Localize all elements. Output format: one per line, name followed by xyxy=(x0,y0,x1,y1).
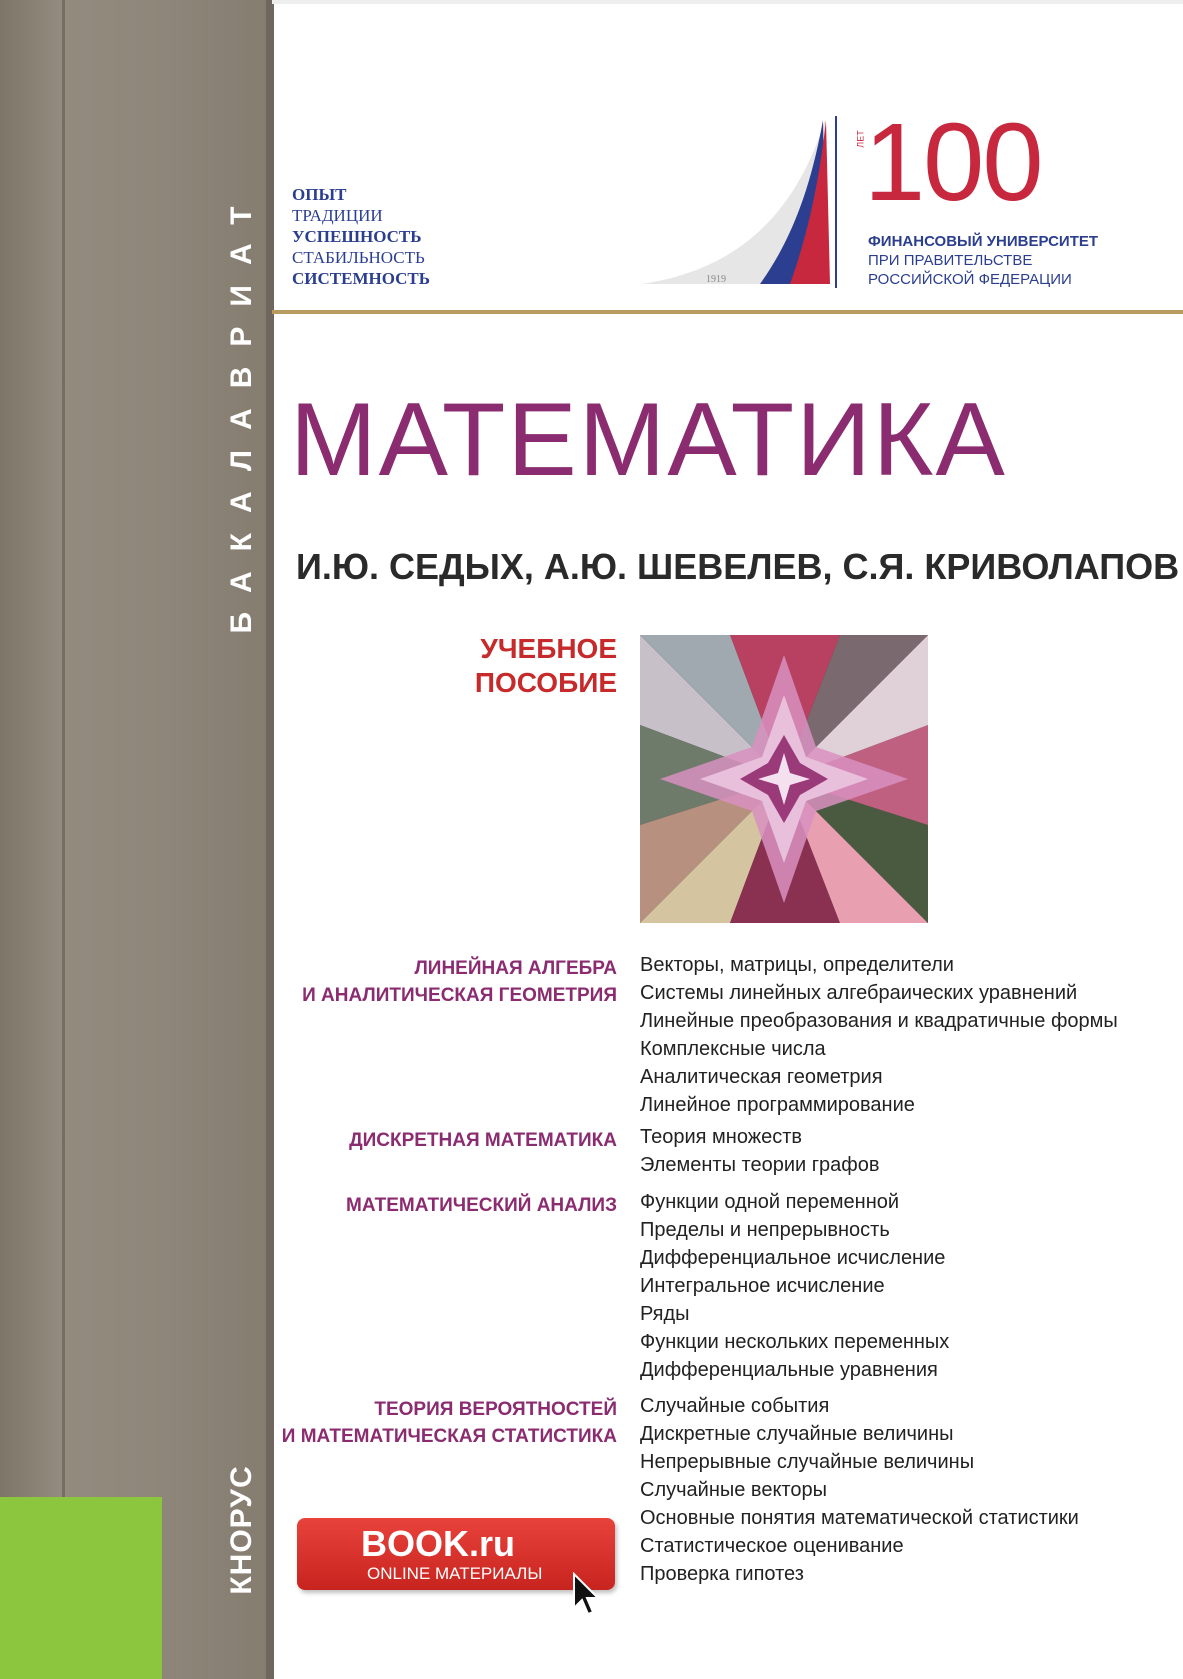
list-item: Основные понятия математической статистики xyxy=(640,1507,1079,1529)
list-item: Комплексные числа xyxy=(640,1038,826,1060)
section-title: ЛИНЕЙНАЯ АЛГЕБРА И АНАЛИТИЧЕСКАЯ ГЕОМЕТРИЯ xyxy=(302,958,617,1006)
logo-year: 1919 xyxy=(706,274,726,285)
list-item: Элементы теории графов xyxy=(640,1154,880,1176)
gold-divider xyxy=(272,310,1183,314)
list-item: Случайные события xyxy=(640,1395,830,1417)
series-label: БАКАЛАВРИАТ xyxy=(225,186,258,634)
list-item: Дифференциальные уравнения xyxy=(640,1359,938,1381)
publisher-label: КНОРУС xyxy=(225,1465,258,1595)
university-name: ФИНАНСОВЫЙ УНИВЕРСИТЕТ ПРИ ПРАВИТЕЛЬСТВЕ РОССИЙСКОЙ ФЕДЕРАЦИИ xyxy=(868,233,1099,288)
list-item: Статистическое оценивание xyxy=(640,1535,904,1557)
spine-divider xyxy=(62,0,65,1679)
section-title: МАТЕМАТИЧЕСКИЙ АНАЛИЗ xyxy=(346,1195,617,1216)
list-item: Функции одной переменной xyxy=(640,1191,900,1213)
value-item: СИСТЕМНОСТЬ xyxy=(292,269,431,288)
list-item: Аналитическая геометрия xyxy=(640,1066,883,1088)
bookru-button[interactable] xyxy=(297,1518,615,1590)
list-item: Теория множеств xyxy=(640,1126,803,1148)
list-item: Проверка гипотез xyxy=(640,1563,804,1585)
top-rule xyxy=(272,0,1183,4)
value-item: ТРАДИЦИИ xyxy=(292,206,383,225)
list-item: Случайные векторы xyxy=(640,1479,827,1501)
value-item: УСПЕШНОСТЬ xyxy=(292,227,422,246)
value-item: СТАБИЛЬНОСТЬ xyxy=(292,248,425,267)
list-item: Непрерывные случайные величины xyxy=(640,1451,975,1473)
geometric-star-image xyxy=(640,635,928,923)
list-item: Дифференциальное исчисление xyxy=(640,1247,946,1269)
logo-let: ЛЕТ xyxy=(855,130,866,148)
tutorial-label: УЧЕБНОЕ ПОСОБИЕ xyxy=(474,633,617,698)
value-item: ОПЫТ xyxy=(292,185,347,204)
values-list xyxy=(292,184,430,289)
list-item: Интегральное исчисление xyxy=(640,1275,885,1297)
university-logo-graphic xyxy=(640,112,846,288)
topic-list xyxy=(640,1188,949,1384)
mouse-pointer-icon xyxy=(572,1572,604,1618)
green-block xyxy=(0,1497,162,1679)
logo-100: 100 xyxy=(864,101,1042,224)
book-title: МАТЕМАТИКА xyxy=(290,382,1007,498)
topic-list xyxy=(640,1392,1079,1588)
section-title: ДИСКРЕТНАЯ МАТЕМАТИКА xyxy=(349,1130,617,1151)
section-title: ТЕОРИЯ ВЕРОЯТНОСТЕЙ И МАТЕМАТИЧЕСКАЯ СТАТИСТИКА xyxy=(281,1399,617,1447)
topic-list xyxy=(640,1123,879,1179)
list-item: Системы линейных алгебраических уравнений xyxy=(640,982,1078,1004)
list-item: Векторы, матрицы, определители xyxy=(640,954,954,976)
list-item: Линейные преобразования и квадратичные формы xyxy=(640,1010,1118,1032)
topic-list xyxy=(640,951,1118,1119)
bookru-title: BOOK.ru xyxy=(361,1523,516,1564)
bookru-subtitle: ONLINE МАТЕРИАЛЫ xyxy=(367,1564,543,1583)
list-item: Дискретные случайные величины xyxy=(640,1423,954,1445)
list-item: Ряды xyxy=(640,1303,690,1325)
list-item: Пределы и непрерывность xyxy=(640,1219,890,1241)
list-item: Линейное программирование xyxy=(640,1094,915,1116)
authors: И.Ю. СЕДЫХ, А.Ю. ШЕВЕЛЕВ, С.Я. КРИВОЛАПОВ xyxy=(296,546,1180,587)
list-item: Функции нескольких переменных xyxy=(640,1331,950,1353)
